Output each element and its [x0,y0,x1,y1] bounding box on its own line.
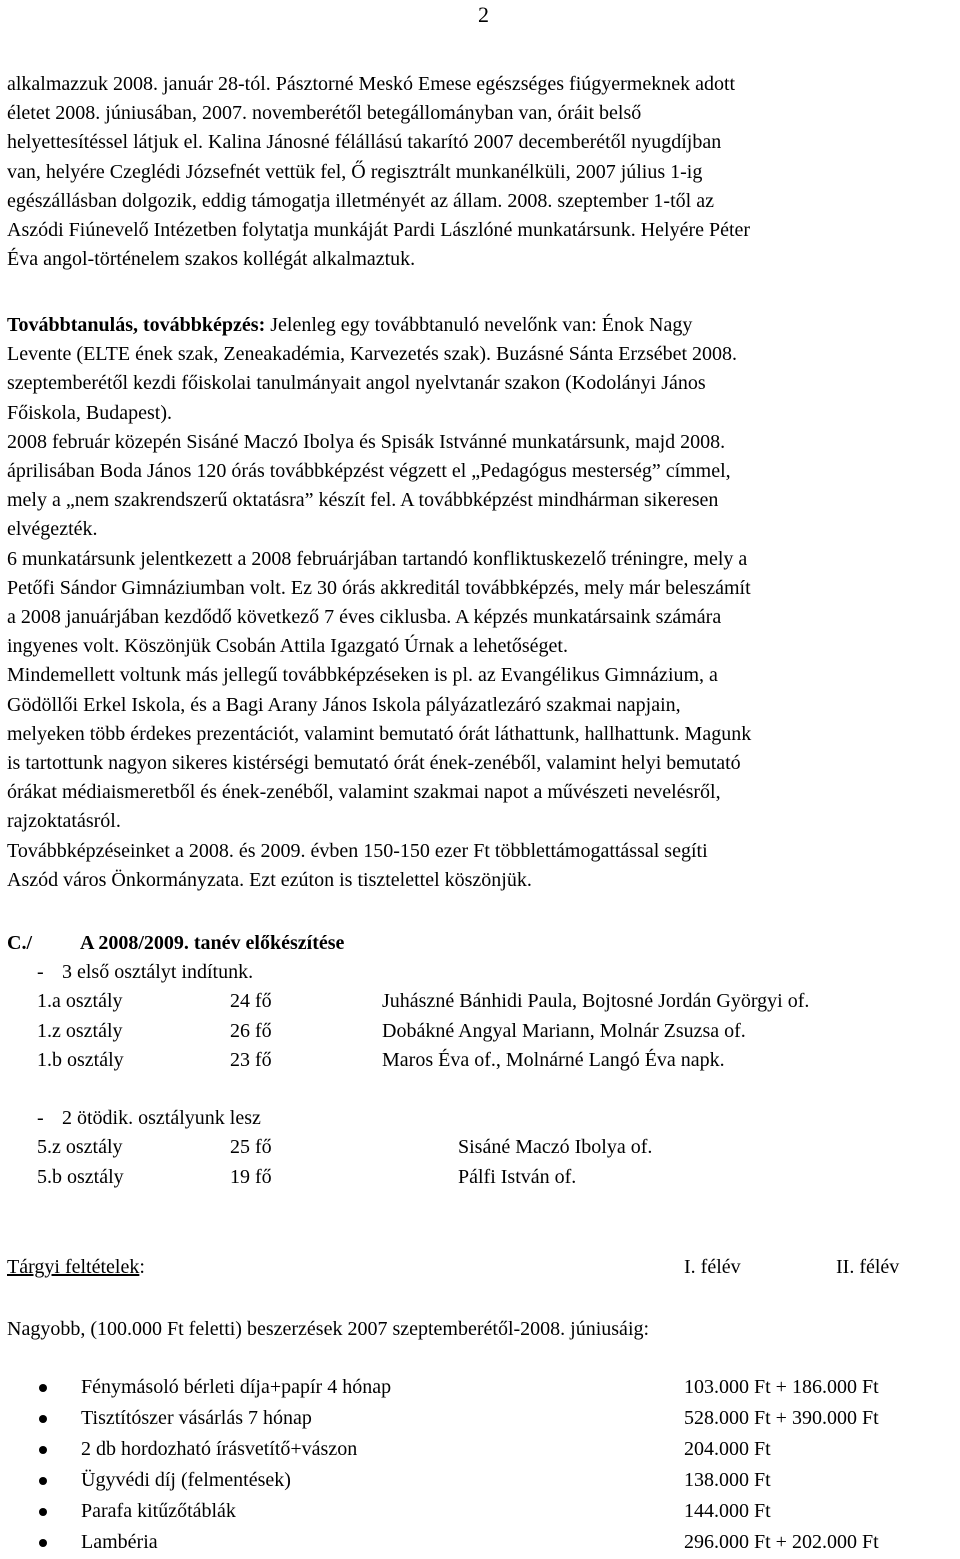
class-teachers: Juhászné Bánhidi Paula, Bojtosné Jordán Györgyi of. [382,990,810,1013]
conditions-heading-text: Tárgyi feltételek [7,1256,140,1278]
section-school-year-prep [7,929,957,1192]
item-name: Lambéria [81,1531,158,1553]
conditions-heading [7,1253,145,1282]
text-line: Aszódi Fiúnevelő Intézetben folytatja munkáját Pardi Lászlóné munkatársunk. Helyére Péter [7,219,751,242]
class-name: 1.a osztály [37,990,123,1013]
conditions-header-row [7,1253,957,1282]
semester-1-header: I. félév [684,1256,741,1278]
list-item [7,1435,957,1466]
item-amount: 144.000 Ft [684,1500,771,1522]
text-line: életet 2008. júniusában, 2007. novemberétől betegállományban van, óráit belső [7,102,642,125]
group-intro [7,1104,957,1133]
text-line: Nagyobb, (100.000 Ft feletti) beszerzések 2007 szeptemberétől-2008. júniusáig: [7,1318,650,1340]
item-name: Parafa kitűzőtáblák [81,1500,236,1522]
dash: - [37,1107,44,1130]
purchases-list [7,1373,957,1559]
class-row [7,1163,957,1192]
text-line: helyettesítéssel látjuk el. Kalina Jánosné félállású takarító 2007 decemberétől nyugdíjban [7,131,722,154]
class-row [7,1133,957,1162]
semester-2-header: II. félév [836,1256,900,1278]
text-line: Levente (ELTE ének szak, Zeneakadémia, Karvezetés szak). Buzásné Sánta Erzsébet 2008. [7,343,738,366]
class-count: 26 fő [230,1019,272,1042]
item-amount: 204.000 Ft [684,1438,771,1460]
class-count: 25 fő [230,1136,272,1159]
text-line: rajzoktatásról. [7,810,121,833]
bullet-icon [39,1415,47,1423]
bullet-icon [39,1477,47,1485]
dash: - [37,961,44,984]
purchases-subheading [7,1315,957,1344]
text-line: a 2008 januárjában kezdődő következő 7 éves ciklusba. A képzés munkatársaink számára [7,606,722,629]
text-line: Petőfi Sándor Gimnáziumban volt. Ez 30 órás akkreditál továbbképzés, mely már beleszámít [7,576,751,599]
class-name: 1.z osztály [37,1019,123,1042]
text-line: Főiskola, Budapest). [7,401,172,424]
class-name: 5.b osztály [37,1165,124,1188]
class-row [7,987,957,1016]
bullet-icon [39,1384,47,1392]
group-intro-text: 2 ötödik. osztályunk lesz [62,1107,261,1130]
section-title: A 2008/2009. tanév előkészítése [80,932,345,954]
class-teachers: Dobákné Angyal Mariann, Molnár Zsuzsa of. [382,1019,746,1042]
bullet-icon [39,1446,47,1454]
class-teachers: Maros Éva of., Molnárné Langó Éva napk. [382,1048,725,1071]
text-line: melyeken több érdekes prezentációt, valamint bemutató órát láthattunk, hallhattunk. Magunk [7,722,752,745]
item-amount: 138.000 Ft [684,1469,771,1491]
list-item [7,1373,957,1404]
text-line: elvégezték. [7,518,98,541]
page-number: 2 [478,2,489,27]
text-line: alkalmazzuk 2008. január 28-tól. Pásztorné Meskó Emese egészséges fiúgyermeknek adott [7,73,736,95]
item-amount: 296.000 Ft + 202.000 Ft [684,1531,879,1553]
item-amount: 528.000 Ft + 390.000 Ft [684,1407,879,1429]
list-item [7,1497,957,1528]
text-line: egészállásban dolgozik, eddig támogatja illetményét az állam. 2008. szeptember 1-től az [7,189,714,212]
item-name: 2 db hordozható írásvetítő+vászon [81,1438,358,1460]
text-line: Mindemellett voltunk más jellegű továbbképzéseken is pl. az Evangélikus Gimnázium, a [7,664,718,687]
class-count: 24 fő [230,990,272,1013]
item-name: Tisztítószer vásárlás 7 hónap [81,1407,312,1429]
text-run: Jelenleg egy továbbtanuló nevelőnk van: Énok Nagy [265,314,693,336]
spacer [7,1075,957,1104]
text-line: szeptemberétől kezdi főiskolai tanulmányait angol nyelvtanár szakon (Kodolányi János [7,372,706,395]
text-line: Aszód város Önkormányzata. Ezt ezúton is tisztelettel köszönjük. [7,868,532,891]
paragraph-further-training [7,311,957,895]
class-name: 1.b osztály [37,1048,124,1071]
item-name: Fénymásoló bérleti díja+papír 4 hónap [81,1376,392,1398]
bullet-icon [39,1539,47,1547]
item-amount: 103.000 Ft + 186.000 Ft [684,1376,879,1398]
class-teachers: Pálfi István of. [458,1165,577,1188]
class-count: 19 fő [230,1165,272,1188]
text-line: Éva angol-történelem szakos kollégát alkalmaztuk. [7,248,416,271]
item-name: Ügyvédi díj (felmentések) [81,1469,291,1491]
section-material-conditions [7,1253,957,1282]
text-line: Gödöllői Erkel Iskola, és a Bagi Arany János Iskola pályázatlezáró szakmai napjain, [7,693,681,716]
section-label: C./ [7,932,32,954]
class-count: 23 fő [230,1048,272,1071]
list-item [7,1528,957,1559]
text-line: is tartottunk nagyon sikeres kistérségi bemutató órát ének-zenéből, valamint helyi bemutató [7,752,741,775]
text-line: van, helyére Czeglédi Józsefnét vettük fel, Ő regisztrált munkanélküli, 2007 július 1-ig [7,160,703,183]
bullet-icon [39,1508,47,1516]
list-item [7,1466,957,1497]
section-heading: Továbbtanulás, továbbképzés: [7,314,266,336]
text-line: 6 munkatársunk jelentkezett a 2008 februárjában tartandó konfliktuskezelő tréningre, mely a [7,547,748,570]
text-line: mely a „nem szakrendszerű oktatásra” készít fel. A továbbképzést mindhárman sikeresen [7,489,719,512]
group-intro-text: 3 első osztályt indítunk. [62,961,254,984]
group-intro [7,958,957,987]
section-c-heading [7,929,957,958]
text-line: áprilisában Boda János 120 órás továbbképzést végzett el „Pedagógus mesterség” címmel, [7,460,731,483]
list-item [7,1404,957,1435]
class-row [7,1046,957,1075]
class-name: 5.z osztály [37,1136,123,1159]
text-line [7,311,957,340]
text-line: ingyenes volt. Köszönjük Csobán Attila Igazgató Úrnak a lehetőséget. [7,635,568,658]
text-line: Továbbképzéseinket a 2008. és 2009. évben 150-150 ezer Ft többlettámogattással segíti [7,839,708,862]
paragraph-staffing [7,70,957,274]
class-row [7,1017,957,1046]
class-teachers: Sisáné Maczó Ibolya of. [458,1136,653,1159]
conditions-heading-colon: : [139,1256,145,1278]
text-line: órákat médiaismeretből és ének-zenéből, valamint szakmai napot a művészeti nevelésről, [7,781,721,804]
text-line: 2008 február közepén Sisáné Maczó Ibolya és Spisák Istvánné munkatársunk, majd 2008. [7,430,726,453]
